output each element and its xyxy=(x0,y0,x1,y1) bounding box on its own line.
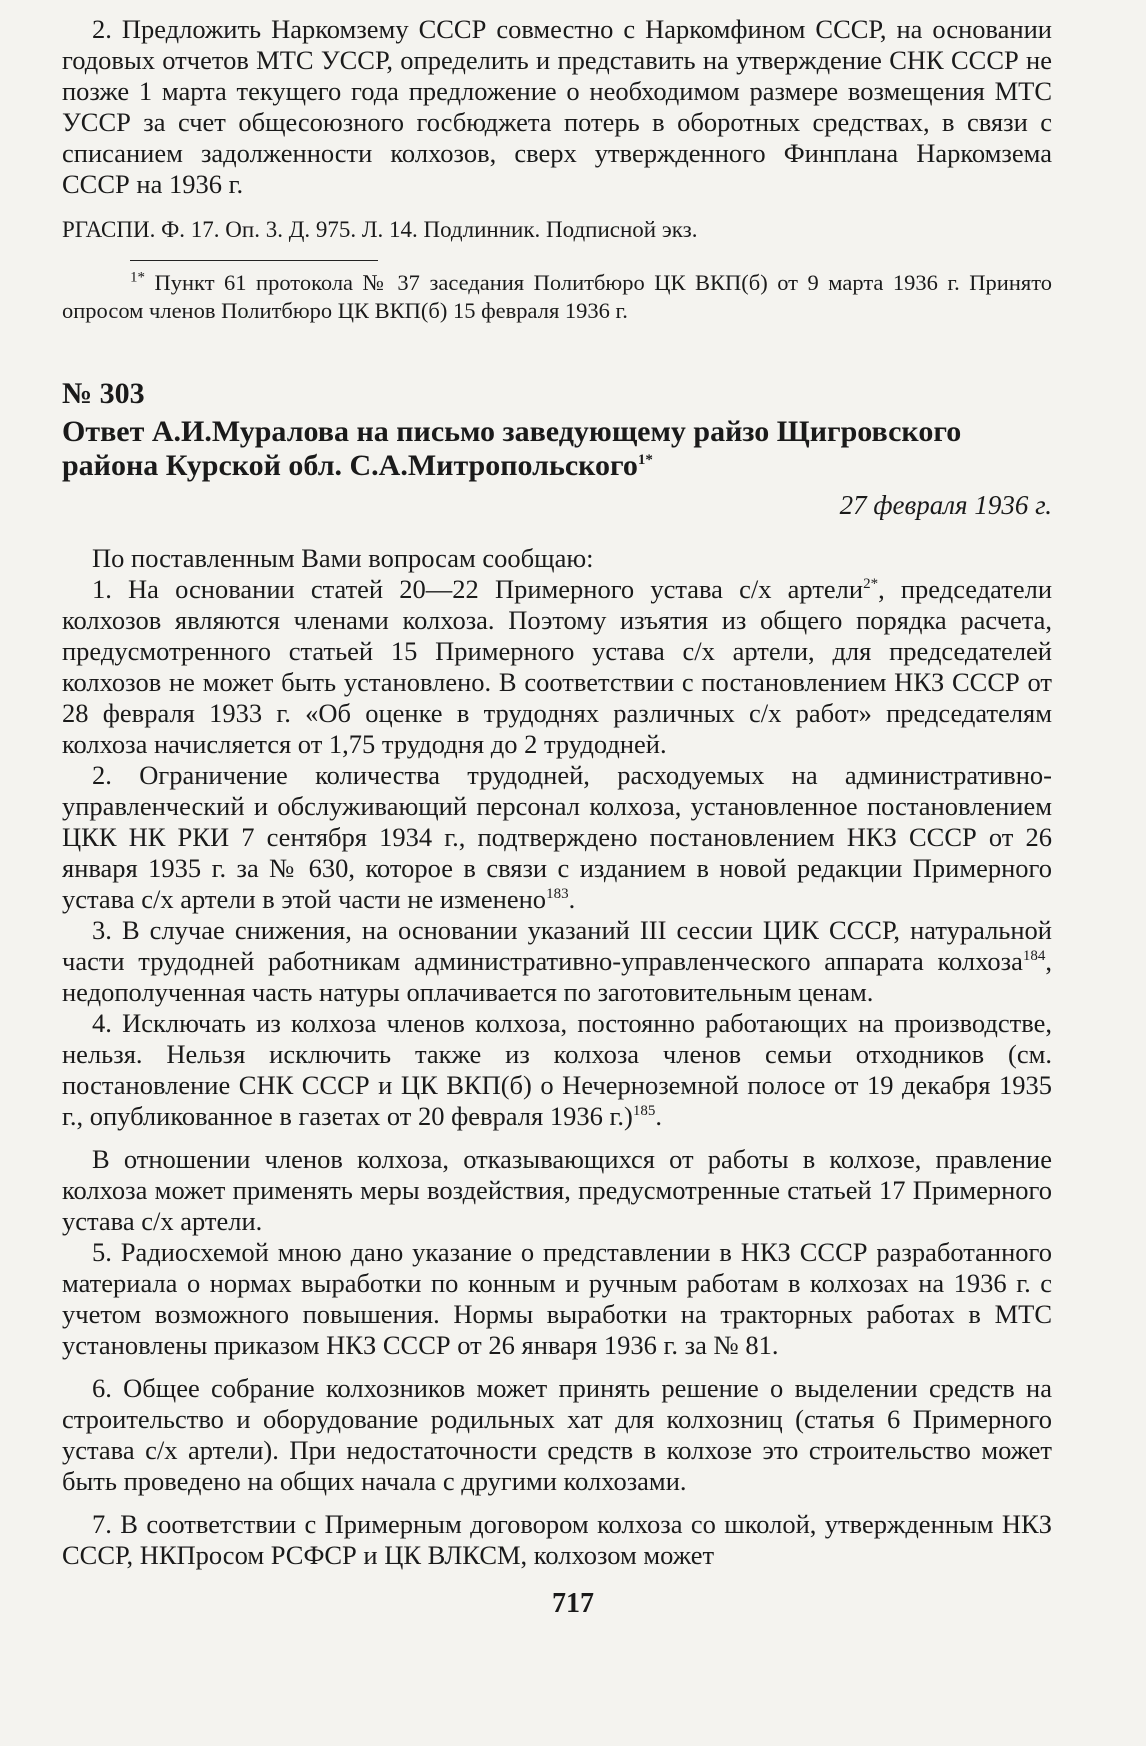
endnote-ref-185: 185 xyxy=(632,1103,656,1120)
footnote-marker: 1* xyxy=(130,269,145,286)
footnote xyxy=(62,269,1052,325)
archive-source: РГАСПИ. Ф. 17. Оп. 3. Д. 975. Л. 14. Подлинник. Подписной экз. xyxy=(62,217,698,242)
paragraph-1: 1. На основании статей 20—22 Примерного устава с/х артели$^{2*}$, председатели колхозов являются членами колхоза. Поэтому изъятия из общего порядка расчета, предусмотренного статьей 15 Примерного устава с/х артели, для председателей колхозов не может быть установлено. В соответствии с постановлением НКЗ СССР от 28 февраля 1933 г. «Об оценке в трудоднях различных с/х работ» председателям колхоза начисляется от 1,75 трудодня до 2 трудодней. xyxy=(62,574,1053,759)
page-content xyxy=(62,14,1052,1571)
footnote-divider xyxy=(130,260,378,261)
paragraph-7: 7. В соответствии с Примерным договором колхоза со школой, утвержденным НКЗ СССР, НКПросом РСФСР и ЦК ВЛКСМ, колхозом может xyxy=(62,1509,1052,1570)
paragraph-6: 6. Общее собрание колхозников может принять решение о выделении средств на строительство и оборудование родильных хат для колхозниц (статья 6 Примерного устава с/х артели). При недостаточности средств в колхозе это строительство может быть проведено на общих начала с другими колхозами. xyxy=(62,1373,1052,1496)
title-footnote-marker: 1* xyxy=(637,452,653,468)
footnote-ref-2: 2* xyxy=(863,576,879,593)
paragraph-4: 4. Исключать из колхоза членов колхоза, постоянно работающих на производстве, нельзя. Нельзя исключить также из колхоза членов семьи отходников (см. постановление СНК СССР и ЦК ВКП(б) о Нечерноземной полосе от 19 декабря 1935 г., опубликованное в газетах от 20 февраля 1936 г.)$^{185}$. xyxy=(62,1008,1052,1131)
endnote-ref-183: 183 xyxy=(546,886,569,903)
document-title-text: Ответ А.И.Муралова на письмо заведующему райзо Щигровского района Курской обл. С.А.Митропольского xyxy=(62,415,962,482)
page-number: 717 xyxy=(552,1588,594,1619)
document-number: № 303 xyxy=(62,377,145,410)
footnote-text: Пункт 61 протокола № 37 заседания Политбюро ЦК ВКП(б) от 9 марта 1936 г. Принято опросом членов Политбюро ЦК ВКП(б) 15 февраля 1936 г. xyxy=(62,270,1052,323)
document-date: 27 февраля 1936 г. xyxy=(839,490,1052,520)
document-title xyxy=(62,415,1052,483)
paragraph-5: 5. Радиосхемой мною дано указание о представлении в НКЗ СССР разработанного материала о нормах выработки по конным и ручным работам в колхозах на 1936 г. с учетом возможного повышения. Нормы выработки на тракторных работах в МТС установлены приказом НКЗ СССР от 26 января 1936 г. за № 81. xyxy=(62,1237,1052,1360)
paragraph-2: 2. Ограничение количества трудодней, расходуемых на административно-управленческий и обслуживающий персонал колхоза, установленное постановлением ЦКК НК РКИ 7 сентября 1934 г., подтверждено постановлением НКЗ СССР от 26 января 1935 г. за № 630, которое в связи с изданием в новой редакции Примерного устава с/х артели в этой части не изменено$^{183}$. xyxy=(62,760,1052,914)
paragraph-3: 3. В случае снижения, на основании указаний III сессии ЦИК СССР, натуральной части трудодней работникам административно-управленческого аппарата колхоза$^{184}$, недополученная часть натуры оплачивается по заготовительным ценам. xyxy=(62,915,1052,1007)
endnote-ref-184: 184 xyxy=(1022,948,1046,965)
intro-paragraph: По поставленным Вами вопросам сообщаю: xyxy=(92,543,594,573)
paragraph-4-continuation: В отношении членов колхоза, отказывающихся от работы в колхозе, правление колхоза может применять меры воздействия, предусмотренные статьей 17 Примерного устава с/х артели. xyxy=(62,1144,1052,1236)
paragraph-2-top: 2. Предложить Наркомзему СССР совместно с Наркомфином СССР, на основании годовых отчетов МТС УССР, определить и представить на утверждение СНК СССР не позже 1 марта текущего года предложение о необходимом размере возмещения МТС УССР за счет общесоюзного госбюджета потерь в оборотных средствах, в связи с списанием задолженности колхозов, сверх утвержденного Финплана Наркомзема СССР на 1936 г. xyxy=(62,14,1052,199)
